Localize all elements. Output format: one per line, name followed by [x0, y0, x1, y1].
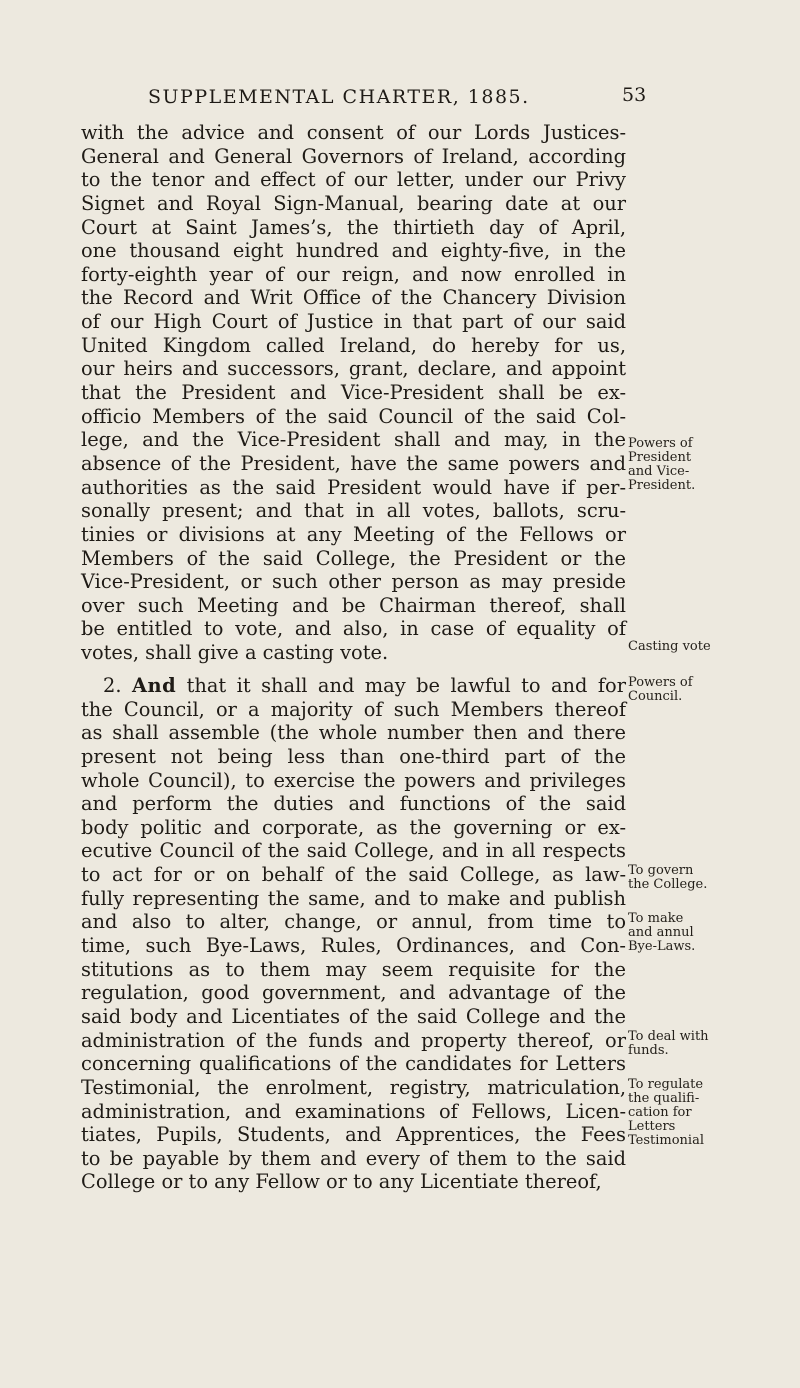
text-line: whole Council), to exercise the powers and privileges [81, 768, 626, 792]
paragraph-2 [81, 674, 626, 1194]
text-line: administration of the funds and property thereof, or [81, 1028, 626, 1052]
text-line: stitutions as to them may seem requisite for the [81, 957, 626, 981]
margin-note-line: President. [628, 478, 696, 493]
margin-note-line: the College. [628, 877, 708, 892]
blackletter-initial-word: And [131, 674, 177, 697]
margin-note-line: Powers of [628, 675, 693, 690]
text-line: lege, and the Vice-President shall and may, in the [81, 428, 626, 452]
text-line: be entitled to vote, and also, in case of equality of [81, 617, 626, 641]
text-line: present not being less than one-third part of the [81, 744, 626, 768]
text-line: one thousand eight hundred and eighty-five, in the [81, 239, 626, 263]
text-line: absence of the President, have the same powers and [81, 451, 626, 475]
text-line: Members of the said College, the President or the [81, 546, 626, 570]
margin-note-line: To deal with [628, 1029, 709, 1044]
text-line: the Record and Writ Office of the Chancery Division [81, 286, 626, 310]
text-line: our heirs and successors, grant, declare, and appoint [81, 357, 626, 381]
text-line: over such Meeting and be Chairman thereof, shall [81, 593, 626, 617]
text-line: of our High Court of Justice in that part of our said [81, 310, 626, 334]
margin-note-to-regulate [628, 1078, 798, 1148]
text-line: tiates, Pupils, Students, and Apprentices, the Fees [81, 1123, 626, 1147]
margin-note-line: cation for [628, 1105, 692, 1120]
margin-note-line: Council. [628, 689, 683, 704]
text-line: said body and Licentiates of the said College and the [81, 1004, 626, 1028]
text-line: Signet and Royal Sign-Manual, bearing date at our [81, 191, 626, 215]
margin-note-line: To govern [628, 863, 694, 878]
text-line: Testimonial, the enrolment, registry, matriculation, [81, 1075, 626, 1099]
text-line: tinies or divisions at any Meeting of the Fellows or [81, 522, 626, 546]
text-line: Vice-President, or such other person as may preside [81, 570, 626, 594]
paragraph-1 [81, 121, 626, 665]
text-line: Court at Saint James’s, the thirtieth day of April, [81, 215, 626, 239]
text-line: that the President and Vice-President shall be ex- [81, 381, 626, 405]
text-line: votes, shall give a casting vote. [81, 641, 389, 665]
margin-note-to-make-bye-laws [628, 912, 798, 954]
first-line-text: that it shall and may be lawful to and for [186, 674, 627, 697]
text-line: and also to alter, change, or annul, from time to [81, 910, 626, 934]
margin-note-line: Bye-Laws. [628, 939, 696, 954]
margin-note-line: and Vice- [628, 464, 690, 479]
margin-note-powers-of-council [628, 676, 798, 704]
paragraph-2-first-line [81, 674, 626, 698]
text-line: the Council, or a majority of such Members thereof [81, 697, 626, 721]
text-line: officio Members of the said Council of the said Col- [81, 404, 626, 428]
page-number: 53 [622, 84, 647, 106]
running-head [148, 86, 530, 108]
paragraph-number: 2. [103, 674, 122, 697]
margin-note-line: To regulate [628, 1077, 704, 1092]
text-line: body politic and corporate, as the governing or ex- [81, 815, 626, 839]
text-line: as shall assemble (the whole number then and there [81, 721, 626, 745]
margin-note-to-govern [628, 864, 798, 892]
margin-note-line: Powers of [628, 436, 693, 451]
text-line: forty-eighth year of our reign, and now enrolled in [81, 262, 626, 286]
text-line: United Kingdom called Ireland, do hereby for us, [81, 333, 626, 357]
margin-note-line: and annul [628, 925, 694, 940]
text-line: sonally present; and that in all votes, ballots, scru- [81, 499, 626, 523]
text-line: regulation, good government, and advantage of the [81, 981, 626, 1005]
text-line: General and General Governors of Ireland, according [81, 144, 626, 168]
text-line: time, such Bye-Laws, Rules, Ordinances, and Con- [81, 934, 626, 958]
text-line: authorities as the said President would have if per- [81, 475, 626, 499]
margin-note-casting-vote [628, 640, 798, 654]
text-line: to be payable by them and every of them to the said [81, 1146, 626, 1170]
margin-note-powers-of-president [628, 437, 798, 493]
margin-note-line: Letters [628, 1119, 676, 1134]
margin-note-to-deal-with-funds [628, 1030, 798, 1058]
margin-note-line: Testimonial [628, 1133, 705, 1148]
running-head-text: SUPPLEMENTAL CHARTER, 1885. [148, 86, 530, 108]
margin-note-line: Casting vote [628, 639, 711, 654]
text-line: ecutive Council of the said College, and in all respects [81, 839, 626, 863]
text-line: concerning qualifications of the candidates for Letters [81, 1052, 626, 1076]
text-line: to the tenor and effect of our letter, under our Privy [81, 168, 626, 192]
margin-note-line: President [628, 450, 692, 465]
text-line: and perform the duties and functions of the said [81, 792, 626, 816]
margin-note-line: To make [628, 911, 684, 926]
margin-note-line: the qualifi- [628, 1091, 700, 1106]
text-line: to act for or on behalf of the said College, as law- [81, 863, 626, 887]
text-line: College or to any Fellow or to any Licentiate thereof, [81, 1170, 602, 1194]
text-line: fully representing the same, and to make and publish [81, 886, 626, 910]
text-line: administration, and examinations of Fellows, Licen- [81, 1099, 626, 1123]
margin-note-line: funds. [628, 1043, 669, 1058]
text-line: with the advice and consent of our Lords Justices- [81, 121, 626, 144]
